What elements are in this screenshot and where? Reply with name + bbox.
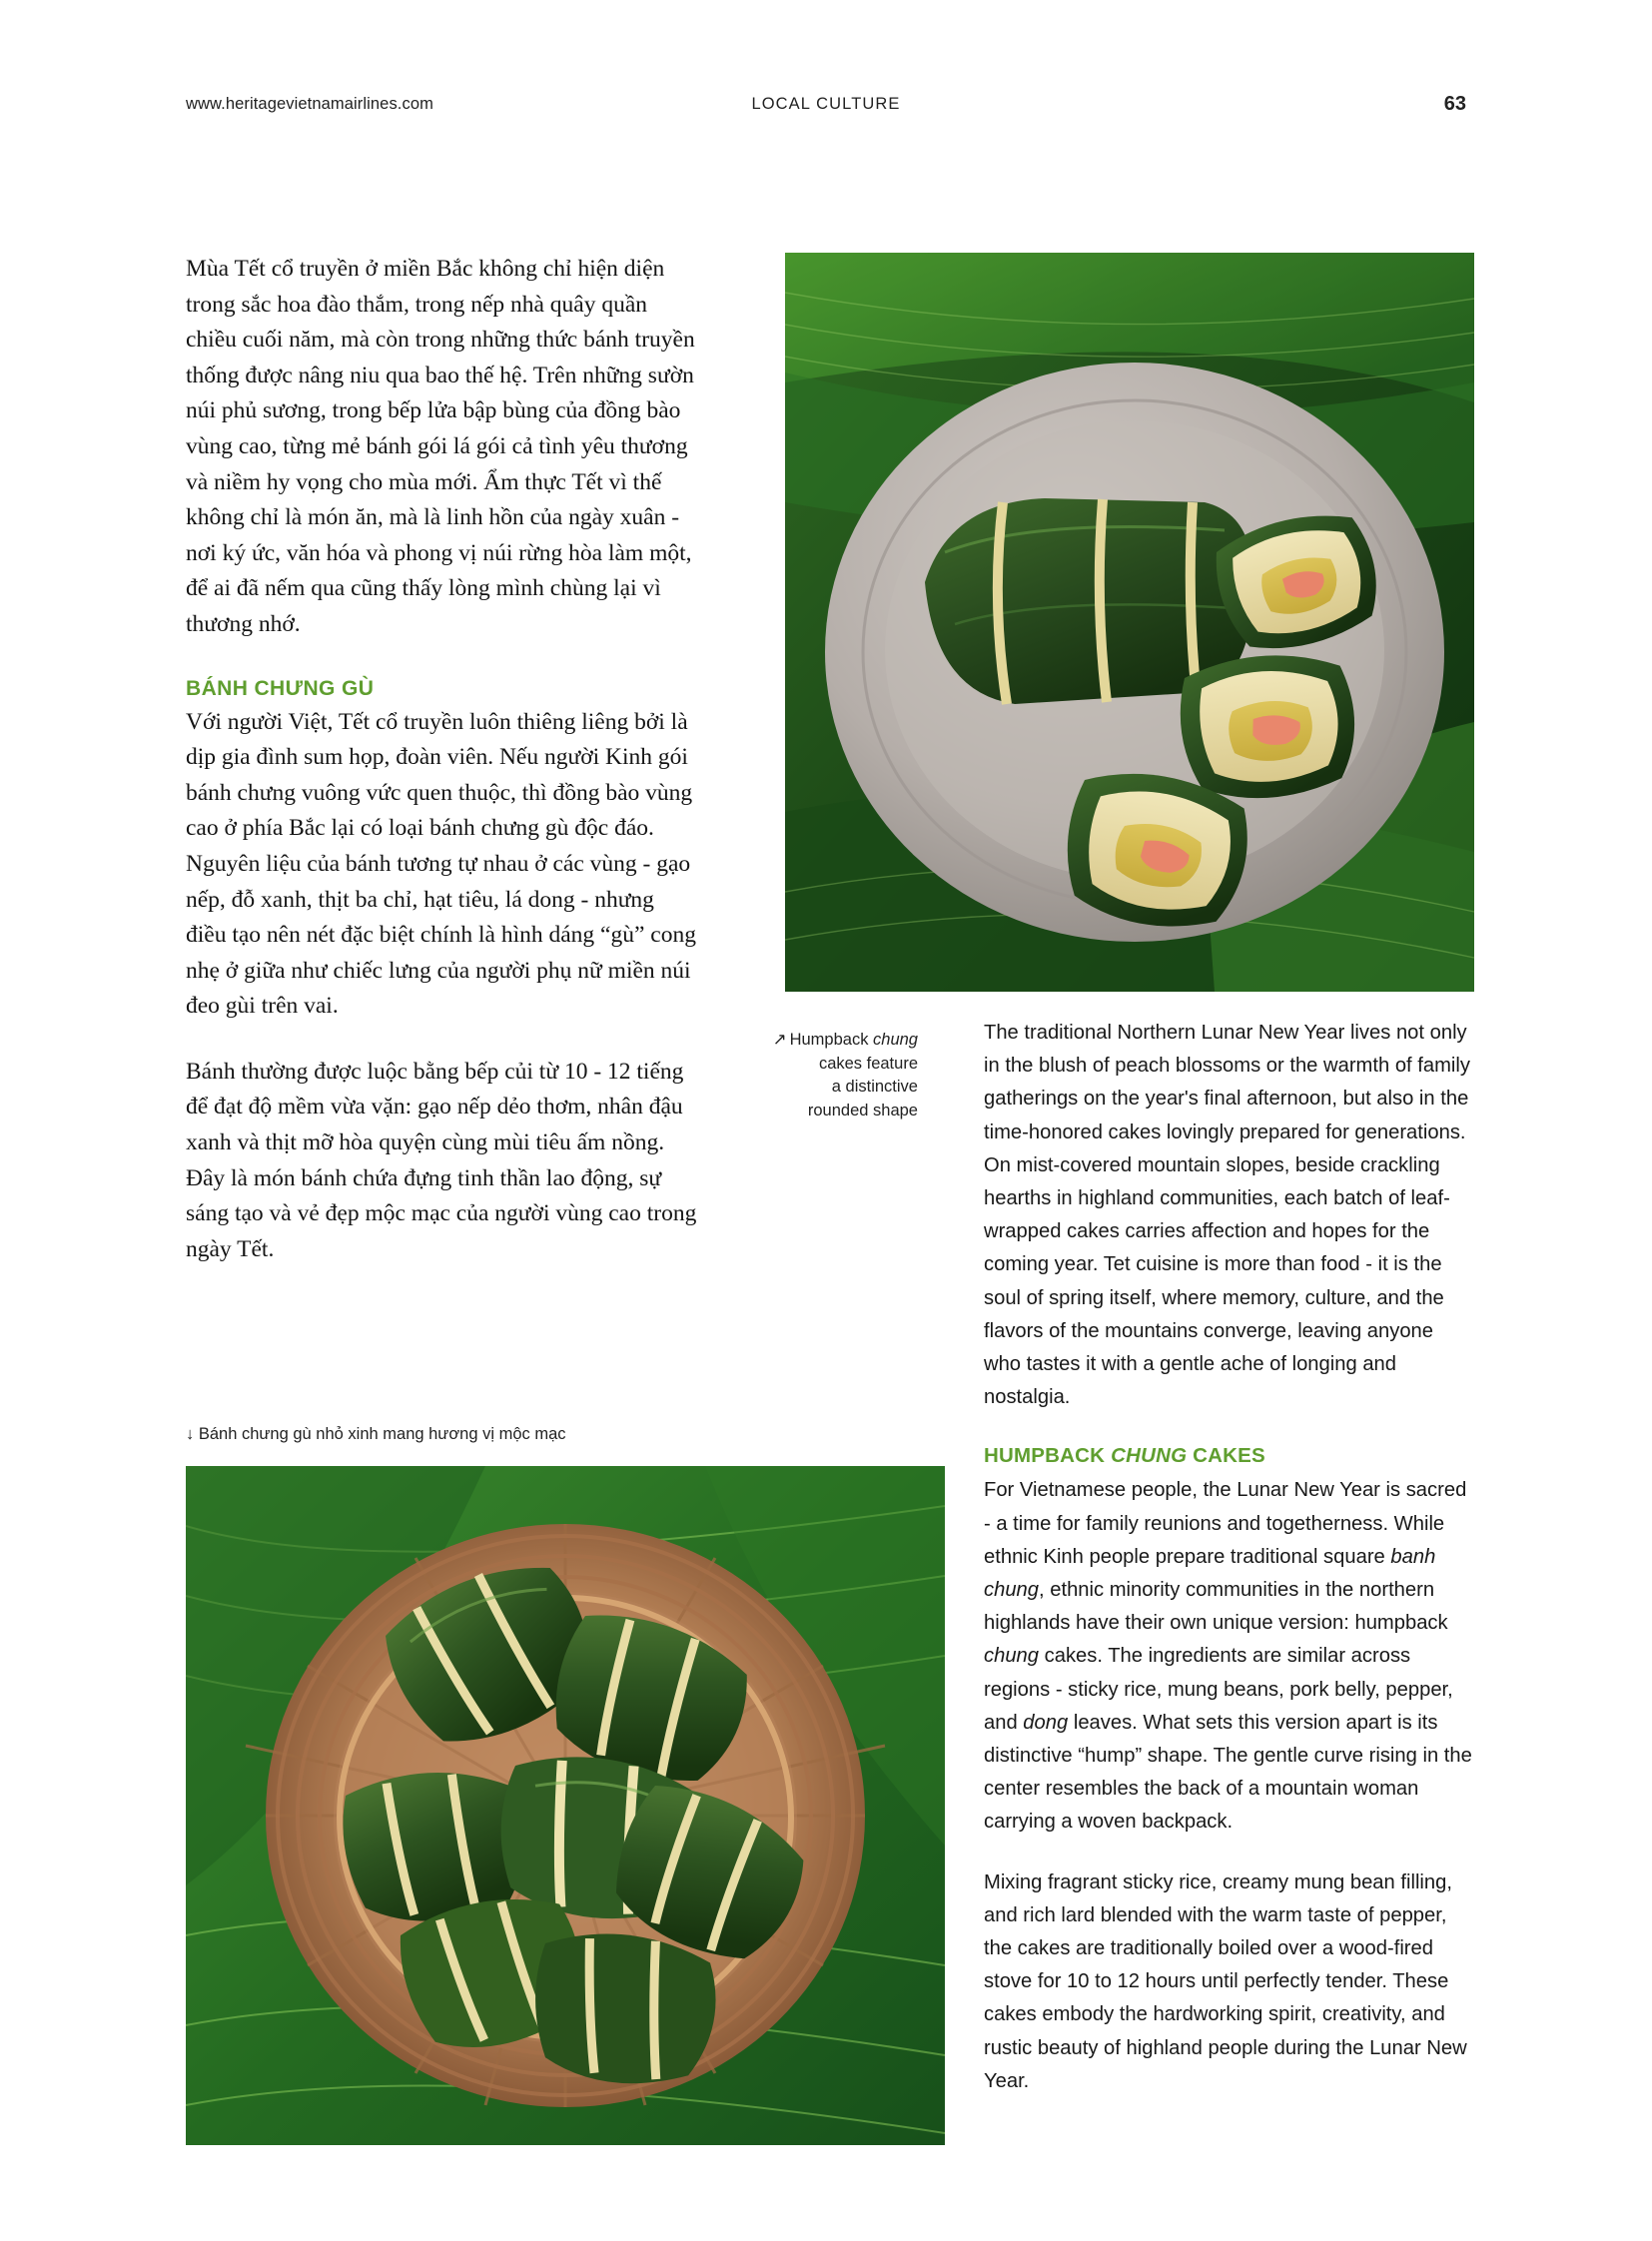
section-title: LOCAL CULTURE (751, 95, 901, 113)
caption-line-1: Humpback (789, 1031, 874, 1049)
arrow-up-right-icon: ↗ (772, 1031, 787, 1049)
en-p2-italic-3: dong (1023, 1711, 1069, 1734)
en-paragraph-1: The traditional Northern Lunar New Year lives not only in the blush of peach blossoms or the warmth of family gatherings on the year's final afternoon, but also in the time-honored cakes lovingly prepared for generations. On mist-covered mountain slopes, beside crackling hearths in highland communities, each batch of leaf-wrapped cakes carries affection and hopes for the coming year. Tet cuisine is more than food - it is the soul of spring itself, where memory, culture, and the flavors of the mountains converge, leaving anyone who tastes it with a gentle ache of longing and nostalgia. (984, 1022, 1470, 1409)
en-p2-c: cakes. The ingredients are similar across regions - sticky rice, mung beans, pork belly, pepper, and (984, 1645, 1453, 1734)
top-photo-caption (736, 1029, 918, 1122)
vn-paragraph-2: Với người Việt, Tết cổ truyền luôn thiêng liêng bởi là dịp gia đình sum họp, đoàn viên. Nếu người Kinh gói bánh chưng vuông vức quen thuộc, thì đồng bào vùng cao ở phía Bắc lại có loại bánh chưng gù độc đáo. Nguyên liệu của bánh tương tự nhau ở các vùng - gạo nếp, đỗ xanh, thịt ba chỉ, hạt tiêu, lá dong - nhưng điều tạo nên nét đặc biệt chính là hình dáng “gù” cong nhẹ ở giữa như chiếc lưng của người phụ nữ miền núi đeo gùi trên vai. (186, 708, 696, 1020)
en-section-heading (984, 1444, 1473, 1468)
en-heading-italic: CHUNG (1111, 1444, 1188, 1468)
en-paragraph-2 (984, 1474, 1473, 1839)
left-text-column (186, 252, 697, 1267)
en-p2-italic-2: chung (984, 1645, 1040, 1668)
bottom-caption-text: Bánh chưng gù nhỏ xinh mang hương vị mộc mạc (198, 1425, 566, 1443)
right-text-column (984, 1017, 1473, 2098)
caption-line-2: cakes feature (818, 1054, 918, 1073)
plate-of-humpback-chung-cakes-on-banana-leaves (785, 253, 1474, 992)
en-p2-a: For Vietnamese people, the Lunar New Year is sacred - a time for family reunions and togetherness. While ethnic Kinh people prepare traditional square (984, 1479, 1467, 1568)
en-p2-italic-1: banh chung (984, 1545, 1436, 1602)
en-heading-part2: CAKES (1187, 1444, 1265, 1468)
vn-section-heading: BÁNH CHƯNG GÙ (186, 676, 375, 700)
en-heading-part1: HUMPBACK (984, 1444, 1112, 1468)
running-head (186, 95, 1466, 119)
vn-paragraph-1: Mùa Tết cổ truyền ở miền Bắc không chỉ hiện diện trong sắc hoa đào thắm, trong nếp nhà quây quần chiều cuối năm, mà còn trong những thức bánh truyền thống được nâng niu qua bao thế hệ. Trên những sườn núi phủ sương, trong bếp lửa bập bùng của đồng bào vùng cao, từng mẻ bánh gói lá gói cả tình yêu thương và niềm hy vọng cho mùa mới. Ẩm thực Tết vì thế không chỉ là món ăn, mà là linh hồn của ngày xuân - nơi ký ức, văn hóa và phong vị núi rừng hòa làm một, để ai đã nếm qua cũng thấy lòng mình chùng lại vì thương nhớ. (186, 256, 695, 637)
caption-line-1-italic: chung (873, 1031, 918, 1049)
en-p2-d: leaves. What sets this version apart is its distinctive “hump” shape. The gentle curve rising in the center resembles the back of a mountain woman carrying a woven backpack. (984, 1711, 1472, 1834)
en-p2-b: , ethnic minority communities in the northern highlands have their own unique version: humpback (984, 1579, 1448, 1635)
en-paragraph-3: Mixing fragrant sticky rice, creamy mung bean filling, and rich lard blended with the warm taste of pepper, the cakes are traditionally boiled over a wood-fired stove for 10 to 12 hours until perfectly tender. These cakes embody the hardworking spirit, creativity, and rustic beauty of highland people during the Lunar New Year. (984, 1870, 1467, 2092)
arrow-down-icon: ↓ (186, 1425, 195, 1443)
basket-of-humpback-chung-cakes (186, 1466, 945, 2145)
vn-paragraph-3: Bánh thường được luộc bằng bếp củi từ 10 - 12 tiếng để đạt độ mềm vừa vặn: gạo nếp dẻo thơm, nhân đậu xanh và thịt mỡ hòa quyện cùng mùi tiêu ấm nồng. Đây là món bánh chứa đựng tinh thần lao động, sự sáng tạo và vẻ đẹp mộc mạc của người vùng cao trong ngày Tết. (186, 1058, 697, 1262)
bottom-photo-caption (186, 1422, 605, 1446)
caption-line-3: a distinctive (831, 1078, 918, 1096)
caption-line-4: rounded shape (807, 1101, 918, 1120)
page-number: 63 (1443, 93, 1466, 115)
website-url: www.heritagevietnamairlines.com (186, 95, 433, 113)
